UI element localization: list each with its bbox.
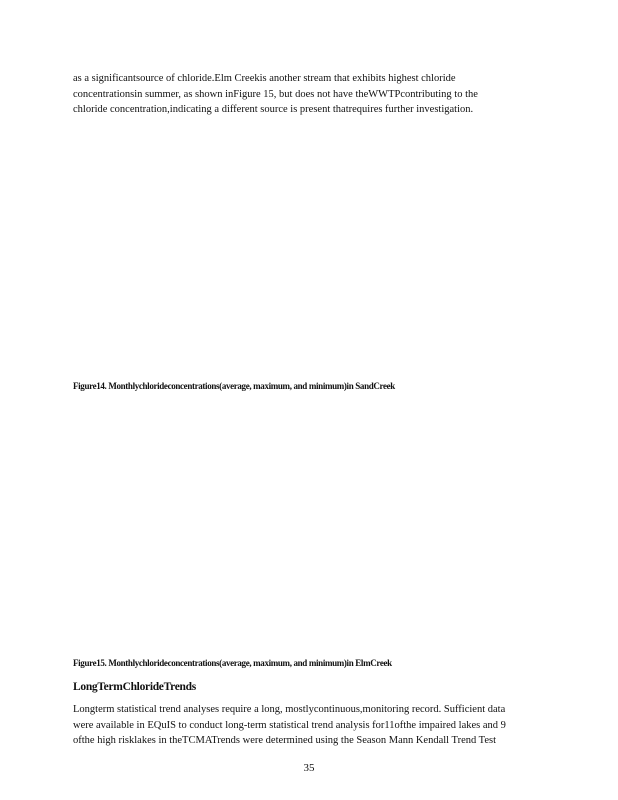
paragraph-1-line-1: as a significantsource of chloride.Elm Creekis another stream that exhibits highest chloride xyxy=(73,73,456,84)
body-paragraph-2 xyxy=(73,702,548,749)
figure-14-area xyxy=(73,128,548,373)
body-paragraph-1 xyxy=(73,71,548,118)
figure-14-caption: Figure14. Monthlychlorideconcentrations(average, maximum, and minimum)in SandCreek xyxy=(73,381,395,391)
figure-15-area xyxy=(73,405,548,650)
paragraph-2-line-2: were available in EQuIS to conduct long-term statistical trend analysis for11ofthe impaired lakes and 9 xyxy=(73,719,506,731)
paragraph-1-line-3: chloride concentration,indicating a different source is present thatrequires further investigation. xyxy=(73,104,474,115)
page-number: 35 xyxy=(303,762,315,774)
paragraph-1-line-2: concentrationsin summer, as shown inFigure 15, but does not have theWWTPcontributing to the xyxy=(73,88,478,100)
paragraph-2-line-3: ofthe high risklakes in theTCMATrends were determined using the Season Mann Kendall Trend Test xyxy=(73,735,497,746)
section-heading: LongTermChlorideTrends xyxy=(73,681,196,693)
paragraph-2-line-1: Longterm statistical trend analyses require a long, mostlycontinuous,monitoring record. Sufficient data xyxy=(73,704,506,715)
figure-15-caption: Figure15. Monthlychlorideconcentrations(average, maximum, and minimum)in ElmCreek xyxy=(73,658,392,668)
